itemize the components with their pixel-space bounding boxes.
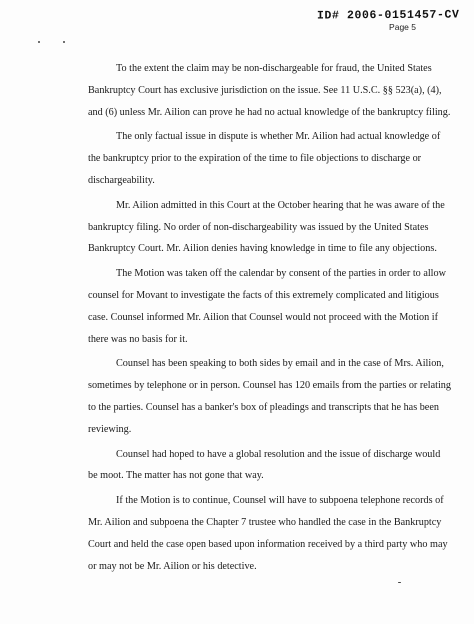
text-line: or may not be Mr. Ailion or his detective. <box>88 560 257 572</box>
text-line: To the extent the claim may be non-dischargeable for fraud, the United States <box>116 63 432 74</box>
scan-speck <box>398 582 401 583</box>
paragraph-5 <box>88 353 450 440</box>
scan-speck <box>38 41 40 43</box>
scan-speck <box>63 41 65 43</box>
text-line: The Motion was taken off the calendar by consent of the parties in order to allow <box>116 268 446 280</box>
paragraph-4 <box>88 263 450 350</box>
text-line: Bankruptcy Court. Mr. Ailion denies having knowledge in time to file any objections. <box>88 243 437 255</box>
text-line: Bankruptcy Court has exclusive jurisdiction on the issue. See 11 U.S.C. §§ 523(a), (4), <box>88 84 442 96</box>
text-line: there was no basis for it. <box>88 333 188 345</box>
text-line: If the Motion is to continue, Counsel will have to subpoena telephone records of <box>116 495 444 507</box>
text-line: sometimes by telephone or in person. Counsel has 120 emails from the parties or relating <box>88 380 451 392</box>
text-line: the bankruptcy prior to the expiration of the time to file objections to discharge or <box>88 153 422 165</box>
text-line: Mr. Ailion admitted in this Court at the October hearing that he was aware of the <box>116 199 445 211</box>
text-line: Mr. Ailion and subpoena the Chapter 7 trustee who handled the case in the Bankruptcy <box>88 516 442 528</box>
text-line: dischargeability. <box>88 174 155 186</box>
text-line: and (6) unless Mr. Ailion can prove he had no actual knowledge of the bankruptcy filing. <box>88 106 451 118</box>
text-line: counsel for Movant to investigate the facts of this extremely complicated and litigious <box>88 289 439 301</box>
paragraph-2 <box>88 126 450 191</box>
text-line: Court and held the case open based upon information received by a third party who may <box>88 538 448 550</box>
page-number: Page 5 <box>389 22 416 32</box>
text-line: case. Counsel informed Mr. Ailion that Counsel would not proceed with the Motion if <box>88 311 439 323</box>
paragraph-6 <box>88 444 450 488</box>
text-line: to the parties. Counsel has a banker's box of pleadings and transcripts that he has been <box>88 401 439 413</box>
text-line: The only factual issue in dispute is whether Mr. Ailion had actual knowledge of <box>116 131 441 143</box>
document-body <box>88 48 450 577</box>
paragraph-3 <box>88 195 450 260</box>
case-id-stamp: ID# 2006-0151457-CV <box>317 8 461 23</box>
paragraph-1 <box>88 58 450 123</box>
text-line: be moot. The matter has not gone that way. <box>88 470 264 482</box>
text-line: bankruptcy filing. No order of non-dischargeability was issued by the United States <box>88 221 429 233</box>
text-line: Counsel had hoped to have a global resolution and the issue of discharge would <box>116 448 441 460</box>
paragraph-7 <box>88 490 450 577</box>
text-line: reviewing. <box>88 423 132 435</box>
text-line: Counsel has been speaking to both sides by email and in the case of Mrs. Ailion, <box>116 358 444 370</box>
